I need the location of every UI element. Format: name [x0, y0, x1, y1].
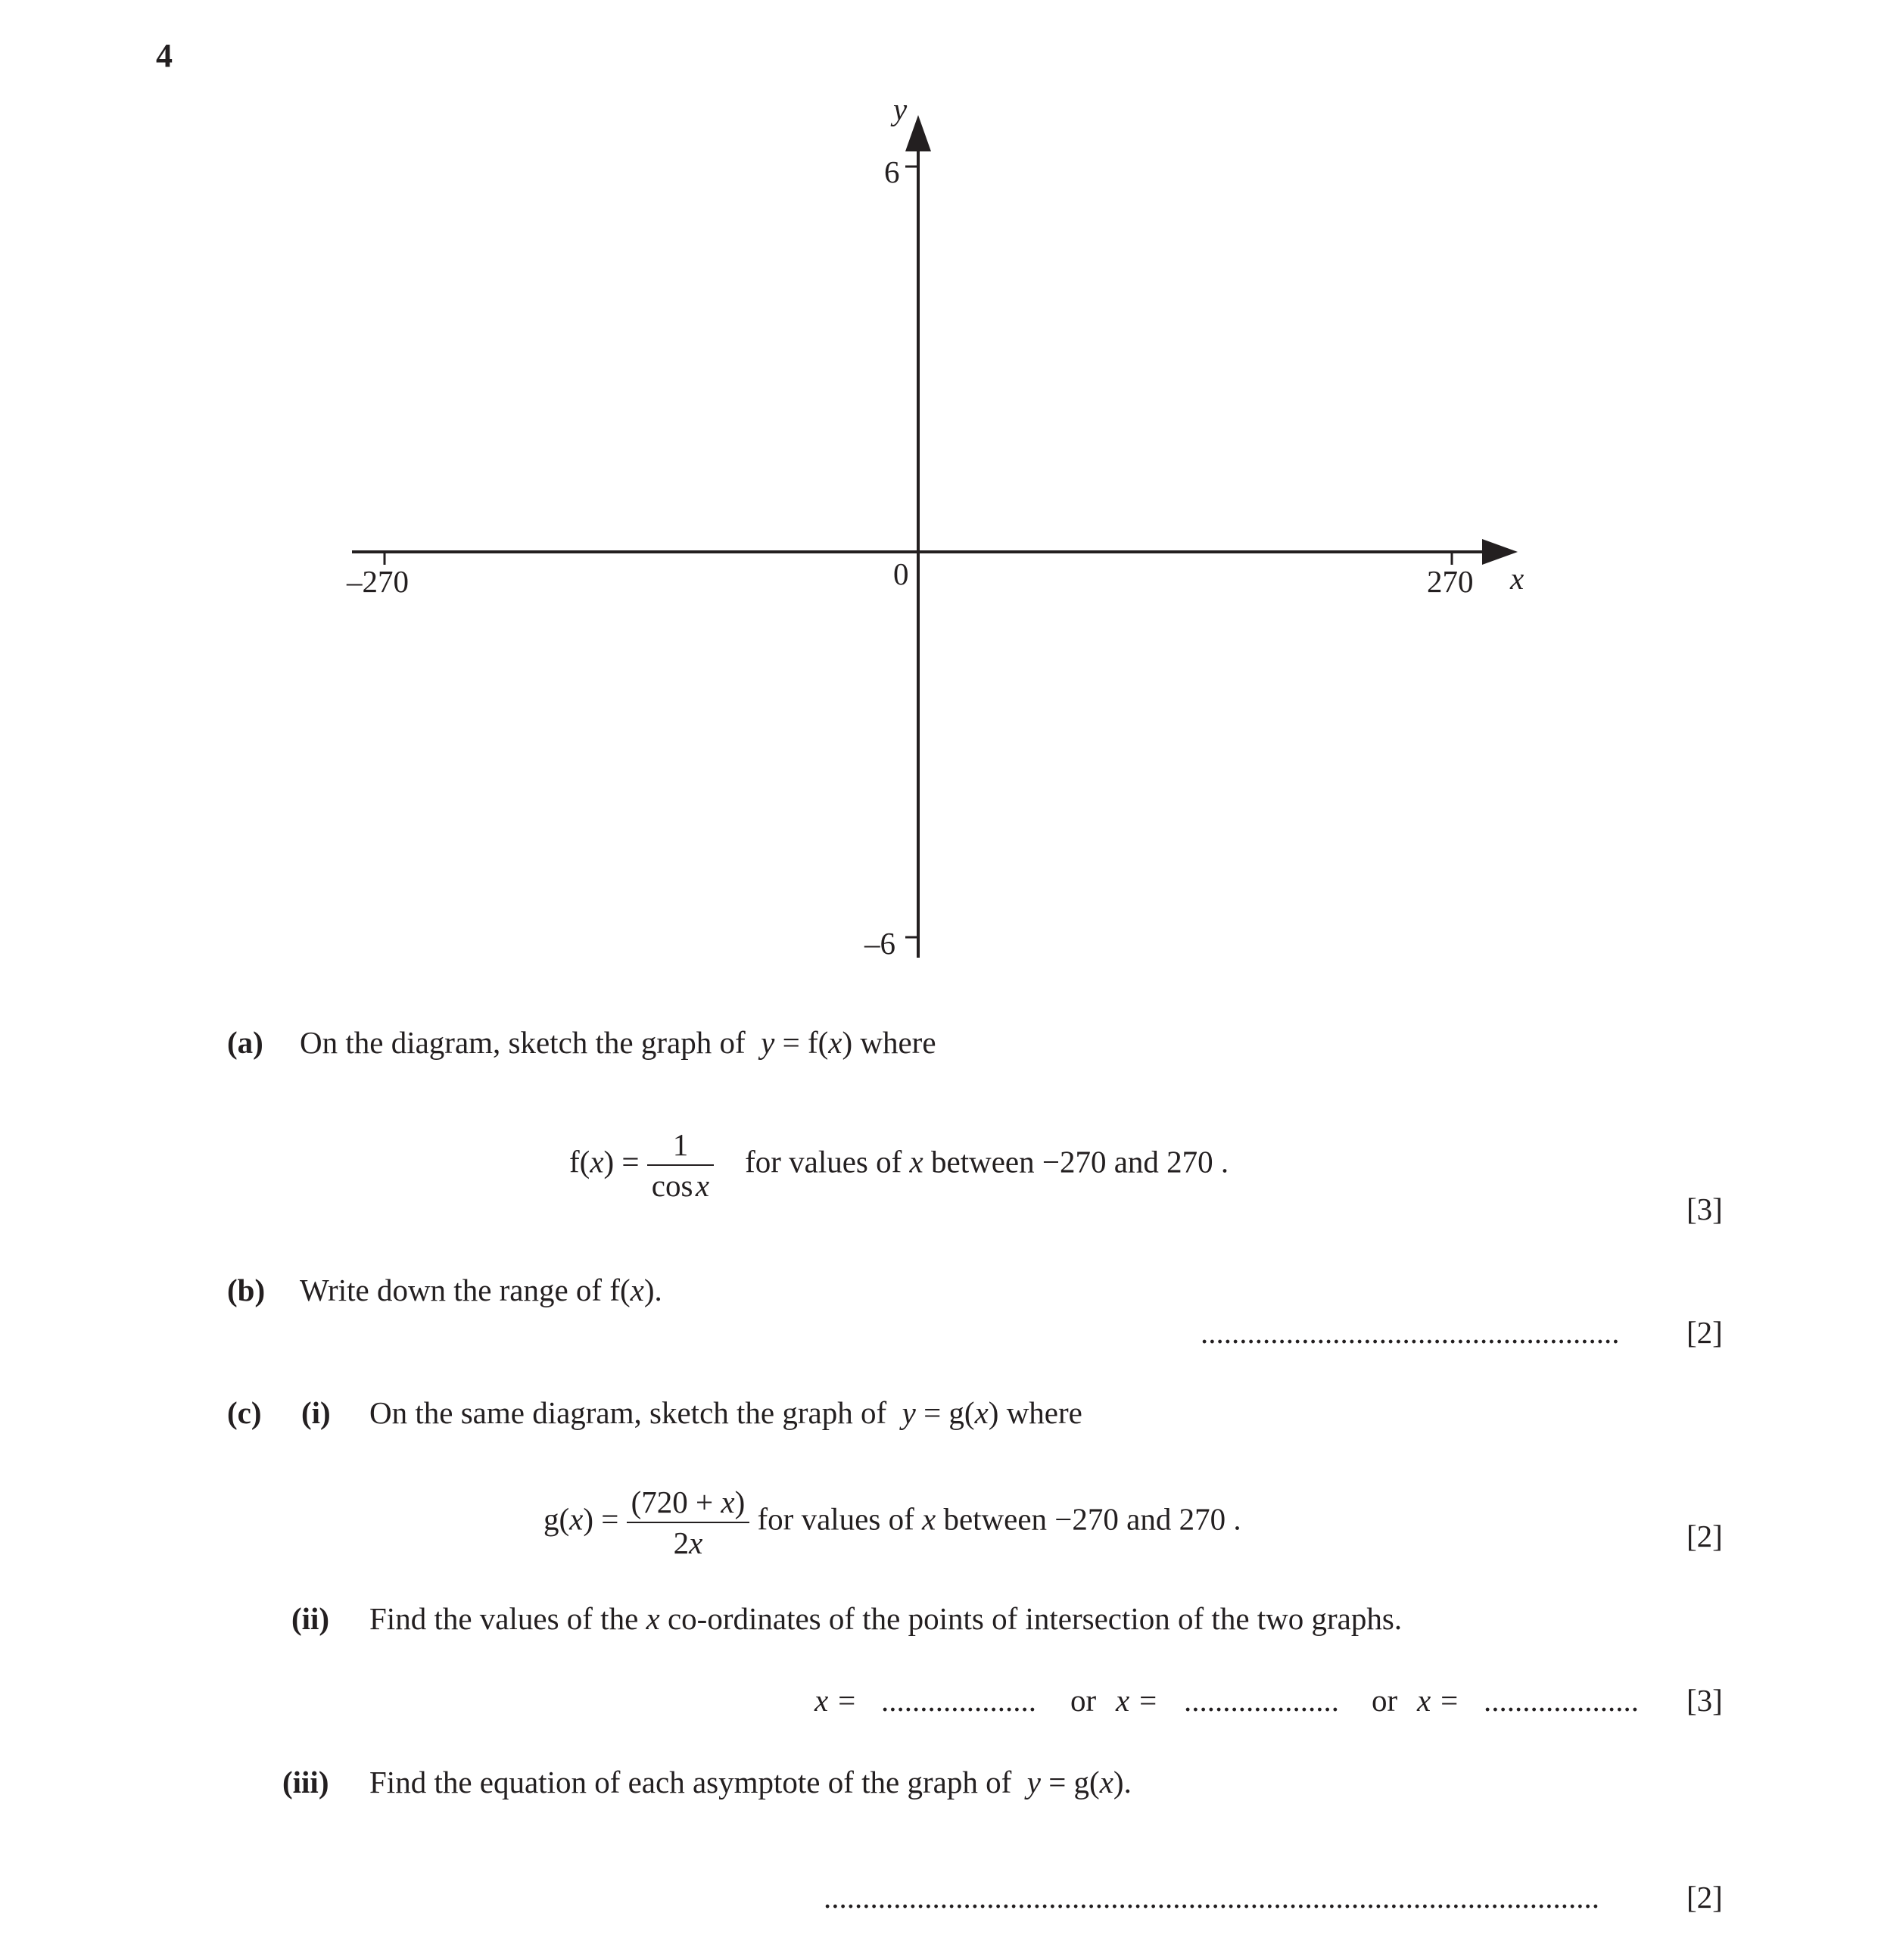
g-frac-den-pre: 2 [673, 1525, 690, 1560]
part-c-iii-eq-var: x [1099, 1765, 1113, 1800]
y-tick-label-bottom: –6 [864, 926, 895, 961]
part-b-marks: [2] [1686, 1315, 1723, 1350]
part-c-ii-marks: [3] [1686, 1683, 1723, 1718]
part-a-eq-mid: = f( [774, 1025, 829, 1060]
part-c-iii-question [369, 1764, 1132, 1800]
part-c-label: (c) [227, 1395, 262, 1430]
x-eq-3: x = [1417, 1683, 1460, 1718]
part-c-i-range-post: between −270 and 270 . [943, 1501, 1241, 1537]
g-frac-num [627, 1484, 750, 1523]
part-b-text-var: x [630, 1273, 644, 1307]
part-b-text-post: ). [643, 1273, 662, 1307]
part-c-i-label: (i) [301, 1395, 331, 1430]
part-c-iii-answer-line[interactable]: .................................................................................................... [824, 1880, 1599, 1915]
part-c-ii-text-var: x [646, 1601, 660, 1636]
part-c-i-function-definition [543, 1484, 1241, 1561]
part-b-label: (b) [227, 1273, 266, 1307]
part-b-answer-line[interactable]: ...................................................... [1201, 1315, 1620, 1350]
g-frac-num-post: ) [734, 1485, 746, 1519]
g-fraction [627, 1484, 750, 1561]
part-c-i-range-pre: for values of [757, 1501, 914, 1537]
part-c-ii-question [369, 1600, 1402, 1637]
y-tick-label-top: 6 [884, 154, 900, 189]
part-c-i-marks: [2] [1686, 1519, 1723, 1553]
f-frac-den-var: x [695, 1168, 710, 1203]
y-axis-label: y [893, 92, 908, 126]
part-c-iii-marks: [2] [1686, 1880, 1723, 1915]
part-c-i-text: On the same diagram, sketch the graph of [369, 1395, 887, 1430]
x-axis-label: x [1510, 561, 1525, 596]
part-a-function-definition [569, 1126, 1229, 1204]
x-eq-2: x = [1116, 1683, 1159, 1718]
part-c-ii-label: (ii) [291, 1601, 330, 1636]
part-c-ii-text-pre: Find the values of the [369, 1601, 639, 1636]
part-c-iii-eq-end: ). [1113, 1765, 1132, 1800]
answer-blank-2[interactable]: .................... [1184, 1683, 1339, 1718]
part-c-ii-text-post: co-ordinates of the points of intersection of the two graphs. [667, 1601, 1403, 1636]
g-var: x [569, 1501, 584, 1537]
or-1: or [1070, 1683, 1097, 1718]
part-a-question [300, 1024, 936, 1061]
part-c-iii-text: Find the equation of each asymptote of the graph of [369, 1765, 1012, 1800]
part-a-range-pre: for values of [745, 1144, 902, 1179]
part-b-text-pre: Write down the range of f( [300, 1273, 631, 1307]
answer-blank-3[interactable]: .................... [1484, 1683, 1639, 1718]
part-b-question [300, 1272, 662, 1308]
part-c-iii-label: (iii) [282, 1765, 329, 1800]
f-prefix: f( [569, 1144, 590, 1179]
g-frac-den-var: x [689, 1525, 703, 1560]
part-c-i-question [369, 1394, 1082, 1431]
question-number: 4 [156, 37, 173, 74]
part-a-eq-lhs: y [761, 1025, 775, 1060]
x-eq-1: x = [814, 1683, 858, 1718]
part-c-i-eq-mid: = g( [915, 1395, 975, 1430]
f-frac-num: 1 [647, 1126, 714, 1166]
g-frac-den [627, 1523, 750, 1561]
part-c-i-range-var: x [921, 1501, 936, 1537]
part-c-i-eq-lhs: y [902, 1395, 916, 1430]
answer-blank-1[interactable]: .................... [881, 1683, 1036, 1718]
part-c-iii-eq-mid: = g( [1040, 1765, 1100, 1800]
origin-label: 0 [893, 556, 909, 591]
part-a-text: On the diagram, sketch the graph of [300, 1025, 746, 1060]
f-frac-den-fn: cos [651, 1168, 693, 1203]
part-a-marks: [3] [1686, 1192, 1723, 1226]
part-a-label: (a) [227, 1025, 263, 1060]
f-suffix: ) = [603, 1144, 640, 1179]
g-suffix: ) = [583, 1501, 619, 1537]
f-fraction [647, 1126, 714, 1204]
g-prefix: g( [543, 1501, 570, 1537]
x-tick-label-left: –270 [347, 564, 409, 599]
part-a-range-var: x [909, 1144, 923, 1179]
part-c-i-eq-end: ) where [988, 1395, 1082, 1430]
part-c-iii-eq-lhs: y [1026, 1765, 1041, 1800]
f-var: x [590, 1144, 604, 1179]
f-frac-den [647, 1166, 714, 1204]
x-tick-label-right: 270 [1427, 564, 1474, 599]
part-a-eq-var: x [828, 1025, 842, 1060]
y-axis-arrowhead [905, 115, 931, 151]
part-a-eq-end: ) where [842, 1025, 936, 1060]
g-frac-num-var: x [721, 1485, 735, 1519]
or-2: or [1372, 1683, 1398, 1718]
part-a-range-post: between −270 and 270 . [931, 1144, 1229, 1179]
part-c-i-eq-var: x [974, 1395, 989, 1430]
g-frac-num-pre: (720 + [631, 1485, 721, 1519]
